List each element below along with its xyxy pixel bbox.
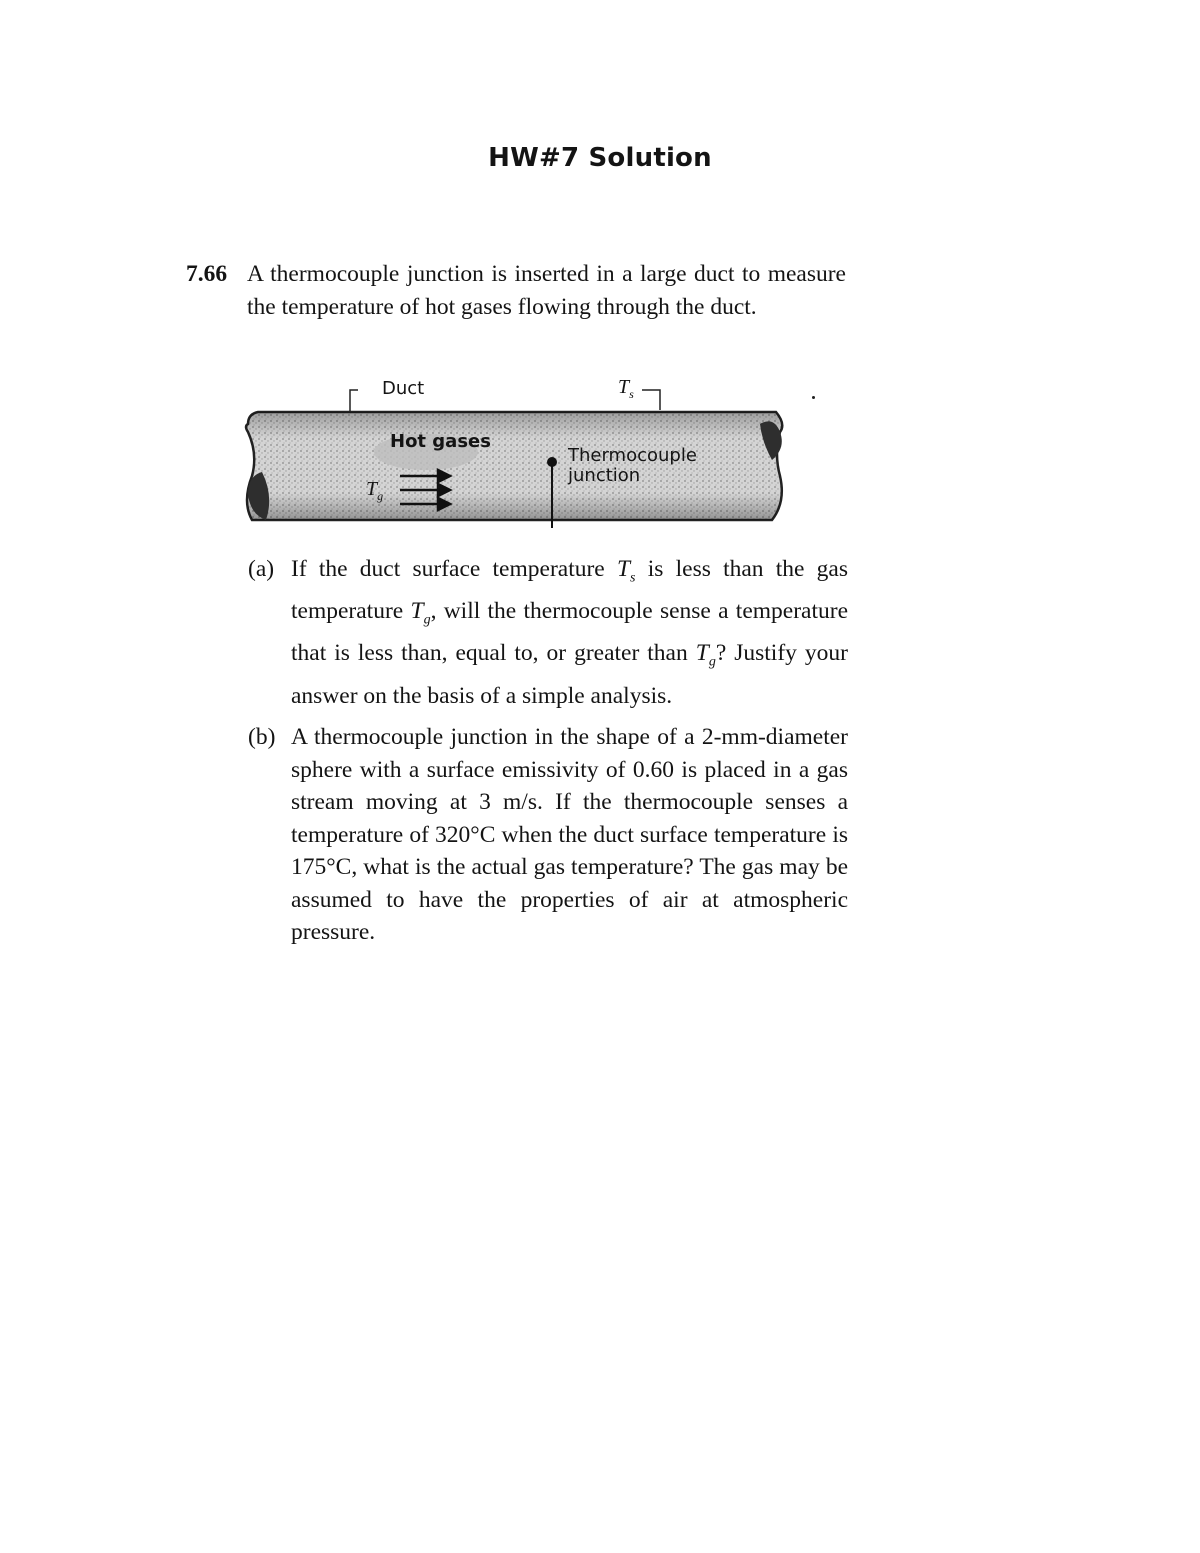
thermocouple-label-line1: Thermocouple [568,445,697,466]
duct-figure [240,372,840,537]
document-title: HW#7 Solution [488,143,712,173]
problem-statement: A thermocouple junction is inserted in a large duct to measure the temperature of hot gases flowing through the duct. [247,261,846,320]
part-b-label: (b) [248,724,276,751]
hot-gases-label: Hot gases [390,431,491,452]
problem-parts [248,553,848,958]
thermocouple-label-line2: junction [568,465,641,486]
part-b [248,721,848,949]
tg-label: $T_g$ [366,478,384,503]
thermocouple-junction [547,457,557,467]
flow-arrows [400,470,450,510]
problem-block [186,258,846,324]
duct-label: Duct [382,378,425,399]
part-a-text: If the duct surface temperature $T_s$ is less than the gas temperature $T_g$, will the thermocouple sense a temperature that is less than, equal to, or greater than $T_g$? Justify your answer on the basis of a simple analysis. [291,556,849,709]
part-a-label: (a) [248,556,275,582]
problem-number: 7.66 [186,261,228,287]
ts-label: $T_s$ [618,376,634,401]
duct-illustration [240,372,840,537]
ts-leader-line [642,390,660,410]
thermocouple-label [568,446,697,486]
duct-leader-line [350,390,358,412]
part-a [248,553,848,712]
part-b-text: A thermocouple junction in the shape of a 2-mm-diameter sphere with a surface emissivity of 0.60 is placed in a gas stream moving at 3 m/s. If the thermocouple senses a temperature of 320°C when the duct surface temperature is 175°C, what is the actual gas temperature? The gas may be assumed to have the properties of air at atmospheric pressure. [291,724,848,946]
